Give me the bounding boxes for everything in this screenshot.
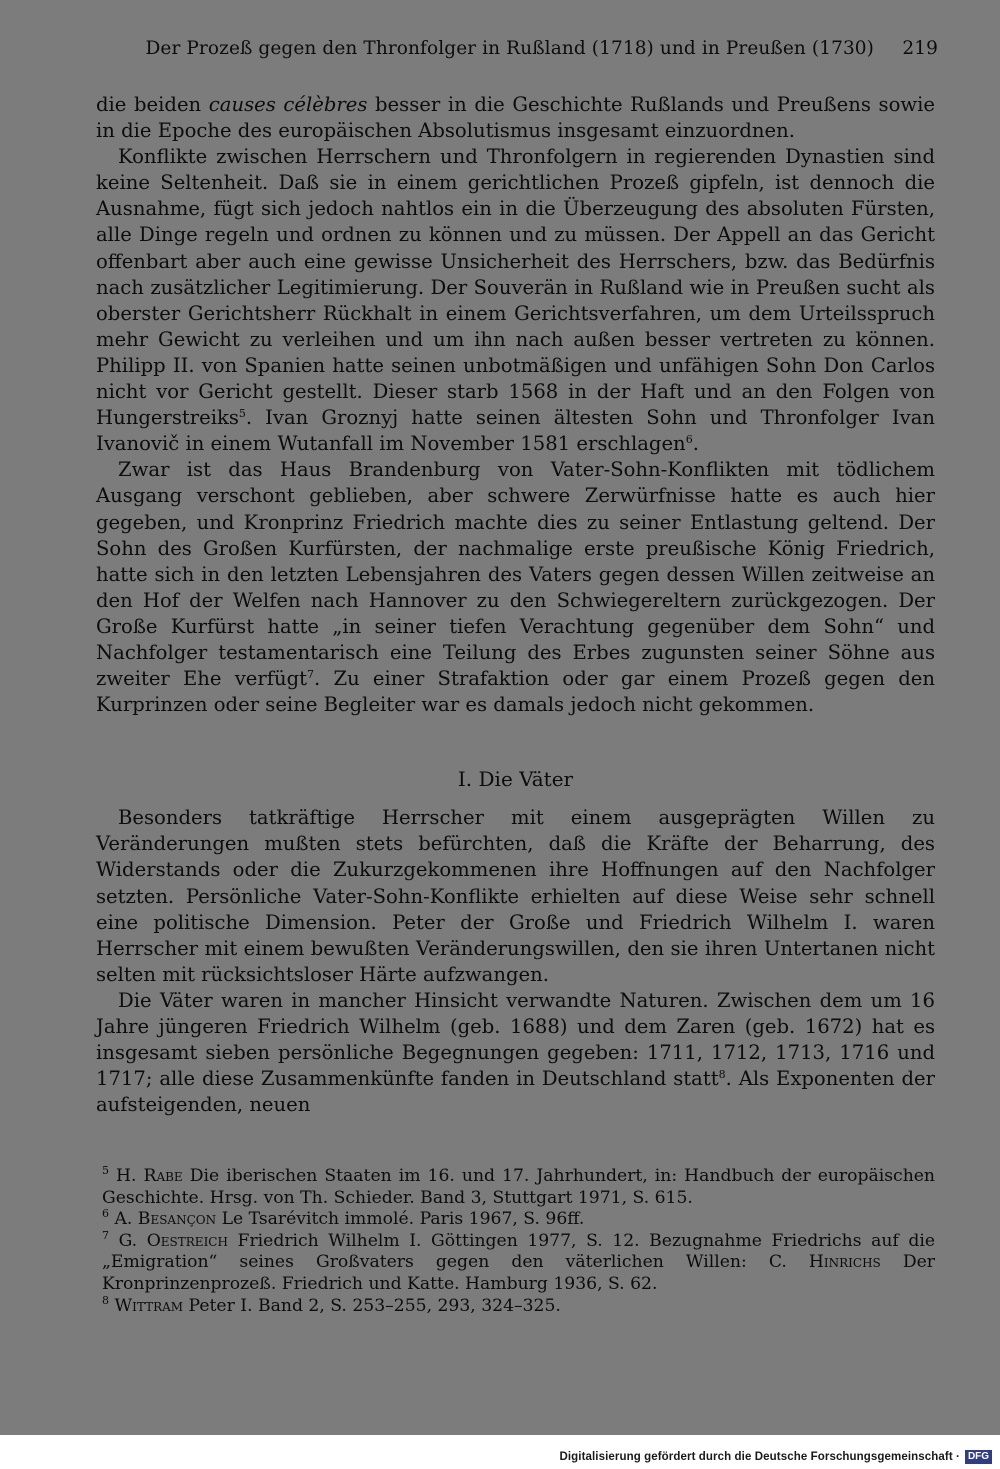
footnote-ref: 8 — [718, 1068, 726, 1082]
footnote-text: Friedrich Wilhelm I. Göttingen 1977, S. 12. Bezugnahme Friedrichs auf die „Emigration“ seines Großvaters gegen den väterlichen Willen: C. — [102, 1230, 935, 1273]
footnote-author: Hinrichs — [808, 1252, 881, 1273]
footnotes — [96, 1166, 935, 1317]
footnote-author: A. Besançon — [114, 1209, 217, 1230]
paragraph-1 — [96, 92, 935, 144]
paragraph-4: Besonders tatkräftige Herrscher mit einem ausgeprägten Willen zu Veränderungen mußten stets befürchten, daß die Kräfte der Beharrung, des Widerstands oder die Zukurzgekommenen ihre Hoffnungen auf den Nachfolger setzten. Persönliche Vater-Sohn-Konflikte erhielten auf diese Weise sehr schnell eine politische Dimension. Peter der Große und Friedrich Wilhelm I. waren Herrscher mit einem bewußten Veränderungswillen, den sie ihren Untertanen nicht selten mit rücksichtsloser Härte aufzwangen. — [96, 806, 935, 986]
paragraph-5 — [96, 988, 935, 1118]
footnote-number: 7 — [102, 1228, 109, 1242]
text-run: . Zu einer Strafaktion oder gar einem Prozeß gegen den Kurprinzen oder seine Begleiter war es damals jedoch nicht gekommen. — [96, 667, 935, 717]
text-run: . Als Exponenten der aufsteigenden, neuen — [96, 1067, 935, 1117]
text-run: . Ivan Groznyj hatte seinen ältesten Sohn und Thronfolger Ivan Ivanovič in einem Wutanfall im November 1581 erschlagen — [96, 406, 935, 456]
footnote-author: G. Oestreich — [118, 1230, 228, 1251]
footnote-text: Le Tsarévitch immolé. Paris 1967, S. 96ff. — [216, 1209, 585, 1230]
footnote-5 — [96, 1166, 935, 1209]
text-run: Die Väter waren in mancher Hinsicht verwandte Naturen. Zwischen dem um 16 Jahre jüngeren Friedrich Wilhelm (geb. 1688) und dem Zaren (geb. 1672) hat es insgesamt sieben persönliche Begegnungen gegeben: 1711, 1712, 1713, 1716 und 1717; alle diese Zusammenkünfte fanden in Deutschland statt — [96, 988, 935, 1091]
text-run: besser in die Geschichte Rußlands und Preußens sowie in die Epoche des europäischen Absolutismus insgesamt einzuordnen. — [96, 93, 936, 143]
footnote-8 — [96, 1293, 935, 1318]
footnote-ref: 7 — [307, 668, 315, 682]
footnote-text: Der Kronprinzenprozeß. Friedrich und Katte. Hamburg 1936, S. 62. — [102, 1252, 935, 1294]
italic-text: causes célèbres — [208, 93, 368, 116]
footnote-number: 5 — [102, 1164, 109, 1177]
footnote-author: H. Rabe — [116, 1166, 183, 1186]
footnote-6 — [96, 1209, 935, 1231]
footnote-text: Die iberischen Staaten im 16. und 17. Jahrhundert, in: Handbuch der europäischen Geschichte. Hrsg. von Th. Schieder. Band 3, Stuttgart 1971, S. 615. — [102, 1166, 935, 1208]
footnote-7 — [96, 1228, 935, 1296]
footnote-number: 6 — [102, 1207, 109, 1221]
footnote-ref: 5 — [238, 407, 246, 421]
section-heading: I. Die Väter — [457, 767, 574, 792]
text-run: die beiden — [96, 93, 209, 116]
footnote-text: Peter I. Band 2, S. 253–255, 293, 324–325. — [183, 1295, 561, 1316]
body-text — [96, 92, 935, 1118]
footnote-number: 8 — [102, 1293, 109, 1307]
paragraph-2 — [96, 144, 935, 457]
text-run: Konflikte zwischen Herrschern und Thronfolgern in regierenden Dynastien sind keine Seltenheit. Daß sie in einem gerichtlichen Prozeß gipfeln, ist dennoch die Ausnahme, fügt sich jedoch nahtlos ein in die Überzeugung des absoluten Fürsten, alle Dinge regeln und ordnen zu können und zu müssen. Der Appell an das Gericht offenbart aber auch eine gewisse Unsicherheit des Herrschers, bzw. das Bedürfnis nach zusätzlicher Legitimierung. Der Souverän in Rußland wie in Preußen sucht als oberster Gerichtsherr Rückhalt in einem Gerichtsverfahren, um dem Urteilsspruch mehr Gewicht zu verleihen und um ihn nach außen besser vertreten zu können. Philipp II. von Spanien hatte seinen unbotmäßigen und unfähigen Sohn Don Carlos nicht vor Gericht gestellt. Dieser starb 1568 in der Haft und an den Folgen von Hungerstreiks — [96, 145, 935, 430]
digitization-footer — [0, 1435, 1000, 1469]
page-number: 219 — [902, 38, 938, 59]
paragraph-3 — [96, 457, 935, 718]
footnote-ref: 6 — [685, 433, 693, 447]
dfg-logo-icon: DFG — [965, 1450, 992, 1464]
running-head — [96, 38, 938, 64]
text-run: . — [692, 432, 699, 456]
funding-credit: Digitalisierung gefördert durch die Deutsche Forschungsgemeinschaft · — [559, 1451, 960, 1463]
running-title: Der Prozeß gegen den Thronfolger in Rußland (1718) und in Preußen (1730) — [145, 38, 874, 59]
footnote-author: Wittram — [114, 1295, 184, 1316]
text-run: Zwar ist das Haus Brandenburg von Vater-Sohn-Konflikten mit tödlichem Ausgang verschont geblieben, aber schwere Zerwürfnisse hatte es auch hier gegeben, und Kronprinz Friedrich machte dies zu seiner Entlastung geltend. Der Sohn des Großen Kurfürsten, der nachmalige erste preußische König Friedrich, hatte sich in den letzten Lebensjahren des Vaters gegen dessen Willen zeitweise an den Hof der Welfen nach Hannover zu den Schwiegereltern zurückgezogen. Der Große Kurfürst hatte „in seiner tiefen Verachtung gegenüber dem Sohn“ und Nachfolger testamentarisch eine Teilung des Erbes zugunsten seiner Söhne aus zweiter Ehe verfügt — [96, 458, 935, 691]
